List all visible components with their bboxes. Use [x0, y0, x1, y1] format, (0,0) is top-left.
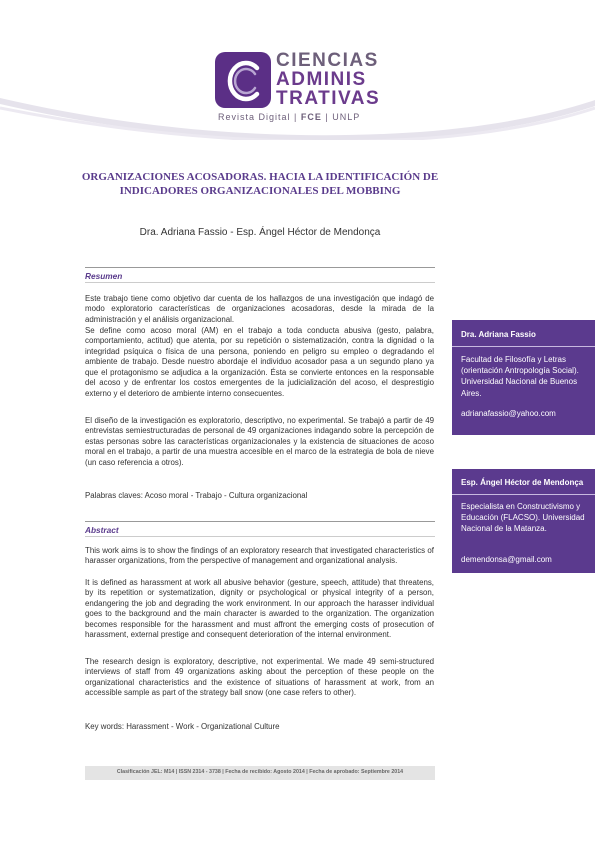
resumen-paragraph-1: Este trabajo tiene como objetivo dar cuenta de los hallazgos de una investigación que indagó de modo exploratorio características de organizaciones acosadoras, desde la mirada de la administración y el análisis organizacional. [85, 294, 434, 324]
logo-sub-a: Revista Digital | [218, 112, 301, 122]
footer-metadata: Clasificación JEL: M14 | ISSN 2314 - 3738 | Fecha de recibido: Agosto 2014 | Fecha de aprobado: Septiembre 2014 [116, 769, 404, 775]
abstract-heading: Abstract [85, 525, 119, 535]
abstract-rule [85, 521, 435, 522]
resumen-rule-bottom [85, 282, 435, 283]
abstract-paragraph-2: It is defined as harassment at work all abusive behavior (gesture, speech, attitude) that threatens, by its repetition or systematization, dignity or psychological or physical integrity of a person, endangering the job and degrading the work environment. In our approach the harasser individual goes to the background and the main character is awarded to the organization. The organization becomes responsible for the harassment and must affront the emerging costs of prosecution of harassment, external prestige and consequent deterioration of the internal environment. [85, 578, 434, 640]
resumen-paragraph-3: El diseño de la investigación es exploratorio, descriptivo, no experimental. Se trabajó a partir de 49 entrevistas semiestructuradas de personal de 49 organizaciones indagando sobre la percepción de estas personas sobre las características organizacionales y la existencia de situaciones de acoso moral en el trabajo, a partir de una muestra accesible en el marco de la estrategia de bola de nieve (un caso referencia a otros). [85, 416, 434, 467]
logo-line-2: ADMINIS [276, 69, 367, 90]
abstract-paragraph-3: The research design is exploratory, descriptive, not experimental. We made 49 semi-structured interviews of staff from 49 organizations asking about the perception of these people on the organizational characteristics and the existence of situations of harassment at work, from an accessible sample as part of the strategy ball snow (one case refers to other). [85, 657, 434, 698]
logo-line-1: CIENCIAS [276, 50, 379, 71]
abstract-keywords: Key words: Harassment - Work - Organizational Culture [85, 722, 280, 731]
author-1-name: Dra. Adriana Fassio [461, 330, 536, 339]
logo-subtitle [218, 112, 360, 122]
logo-sub-b: FCE [300, 112, 322, 122]
author-1-email: adrianafassio@yahoo.com [461, 409, 556, 418]
author-2-separator [452, 494, 595, 495]
author-2-affiliation: Especialista en Constructivismo y Educación (FLACSO). Universidad Nacional de la Matanza. [461, 502, 585, 534]
author-1-affiliation: Facultad de Filosofía y Letras (orientación Antropología Social). Universidad Nacional de Buenos Aires. [461, 355, 579, 398]
abstract-rule-bottom [85, 536, 435, 537]
author-box-1 [452, 320, 595, 435]
logo-sub-c: | UNLP [321, 112, 361, 122]
resumen-heading: Resumen [85, 271, 123, 281]
article-title: ORGANIZACIONES ACOSADORAS. HACIA LA IDENTIFICACIÓN DE INDICADORES ORGANIZACIONALES DEL MOBBING [81, 171, 439, 198]
abstract-paragraph-1: This work aims is to show the findings of an exploratory research that investigated characteristics of harasser organizations, from the perspective of management and organizational analysis. [85, 546, 434, 566]
resumen-keywords: Palabras claves: Acoso moral - Trabajo - Cultura organizacional [85, 491, 308, 500]
author-box-2 [452, 469, 595, 573]
logo-line-3: TRATIVAS [276, 88, 381, 109]
author-1-separator [452, 346, 595, 347]
author-2-name: Esp. Ángel Héctor de Mendonça [461, 478, 584, 487]
journal-logo-c-icon [215, 52, 271, 108]
author-2-email: demendonsa@gmail.com [461, 555, 552, 564]
article-authors: Dra. Adriana Fassio - Esp. Ángel Héctor de Mendonça [139, 227, 381, 238]
resumen-rule [85, 267, 435, 268]
resumen-paragraph-2: Se define como acoso moral (AM) en el trabajo a toda conducta abusiva (gesto, palabra, comportamiento, actitud) que atenta, por su repetición o sistematización, contra la dignidad o la integridad psíquica o física de una persona, poniendo en peligro su empleo o degradando el ambiente de trabajo. Desde nuestro abordaje el individuo acosador pasa a un segundo plano ya que el protagonismo se adjudica a la organización. Ésta se convierte entonces en la responsable del acoso y de enfrentar los costos emergentes de la judicialización del acoso, el desprestigio externo y el deterioro de ambiente interno consecuentes. [85, 326, 434, 398]
